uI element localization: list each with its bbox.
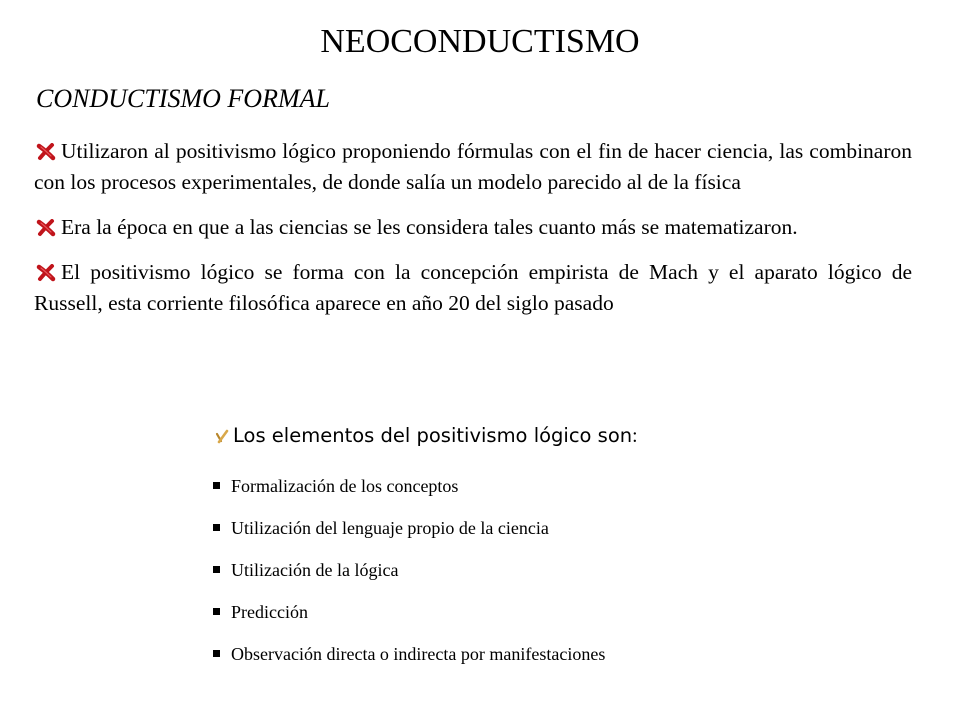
list-item: [213, 471, 605, 513]
square-icon: [213, 566, 220, 573]
list-item-text: Formalización de los conceptos: [231, 476, 459, 496]
list-item: [213, 513, 605, 555]
list-item-text: Utilización del lenguaje propio de la ciencia: [231, 518, 549, 538]
x-mark-icon: [36, 219, 56, 237]
slide-title: NEOCONDUCTISMO: [320, 23, 640, 60]
square-icon: [213, 608, 220, 615]
list-item-text: Predicción: [231, 602, 308, 622]
x-mark-icon: [36, 264, 56, 282]
square-icon: [213, 482, 220, 489]
bullet-text: Utilizaron al positivismo lógico proponiendo fórmulas con el fin de hacer ciencia, las combinaron con los procesos experimentales, de donde salía un modelo parecido al de la física: [34, 139, 912, 194]
bullet-item: [34, 257, 912, 319]
elements-heading-text: Los elementos del positivismo lógico son: [233, 424, 633, 447]
list-item: [213, 555, 605, 597]
list-item-text: Observación directa o indirecta por manifestaciones: [231, 644, 606, 664]
bullet-item: [34, 212, 912, 243]
bullet-list: [34, 136, 912, 333]
bullet-text: El positivismo lógico se forma con la concepción empirista de Mach y el aparato lógico de Russell, esta corriente filosófica aparece en año 20 del siglo pasado: [34, 260, 912, 315]
tick-icon: [214, 428, 230, 444]
section-heading: CONDUCTISMO FORMAL: [36, 84, 330, 113]
bullet-item: [34, 136, 912, 198]
list-item: [213, 639, 605, 681]
list-item-text: Utilización de la lógica: [231, 560, 399, 580]
elements-heading-colon: :: [632, 426, 638, 447]
list-item: [213, 597, 605, 639]
bullet-text: Era la época en que a las ciencias se les considera tales cuanto más se matematizaron.: [61, 215, 798, 239]
elements-heading: [214, 421, 638, 452]
square-icon: [213, 524, 220, 531]
x-mark-icon: [36, 143, 56, 161]
elements-list: [213, 471, 605, 681]
square-icon: [213, 650, 220, 657]
